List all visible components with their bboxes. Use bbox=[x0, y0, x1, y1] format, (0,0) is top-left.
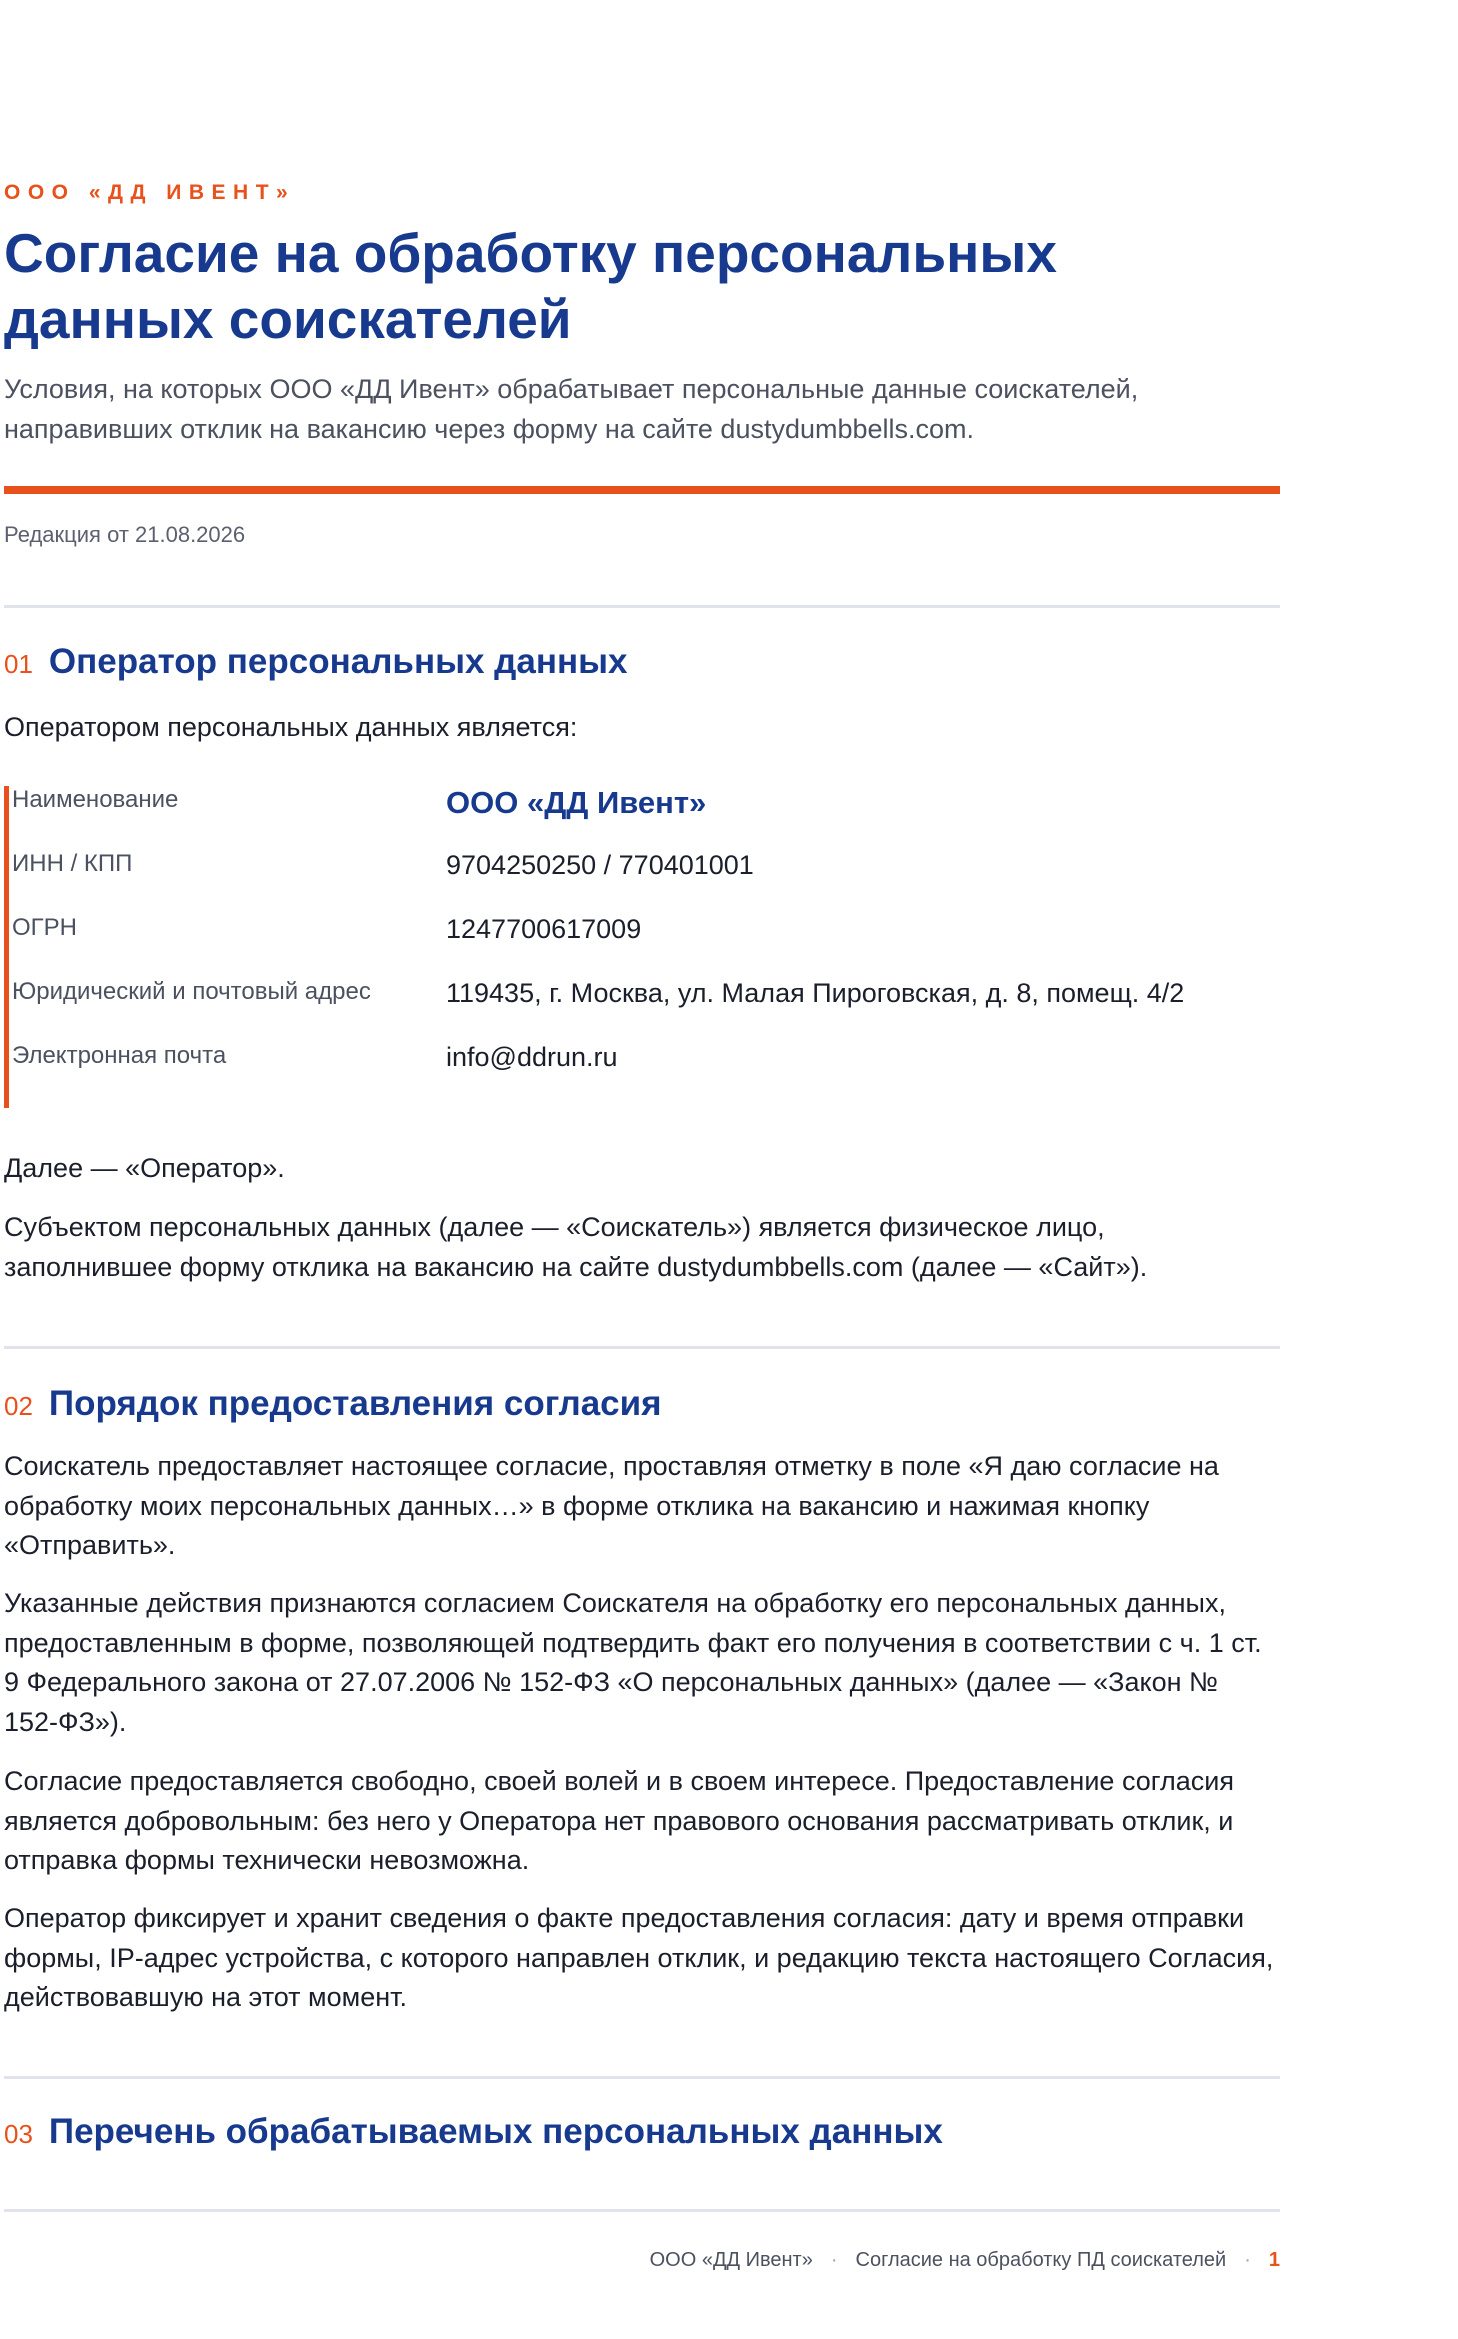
section-01-intro: Оператором персональных данных является: bbox=[4, 712, 578, 742]
paragraph: Согласие предоставляется свободно, своей волей и в своем интересе. Предоставление согласия является добровольным: без него у Оператора нет правового основания рассматривать отклик, и отправка формы технически невозможна. bbox=[4, 1766, 1234, 1875]
row-value: 9704250250 / 770401001 bbox=[446, 850, 754, 880]
footer-separator: · bbox=[1244, 2249, 1251, 2271]
paragraph: Оператор фиксирует и хранит сведения о факте предоставления согласия: дату и время отправки формы, IP-адрес устройства, с которого направлен отклик, и редакцию текста настоящего Согласия, действовавшую на этот момент. bbox=[4, 1903, 1274, 2012]
paragraph: Соискатель предоставляет настоящее согласие, проставляя отметку в поле «Я даю согласие на обработку моих персональных данных…» в форме отклика на вакансию и нажимая кнопку «Отправить». bbox=[4, 1451, 1219, 1560]
section-number: 02 bbox=[4, 1391, 33, 1421]
section-03-heading bbox=[4, 2112, 943, 2152]
row-value: 119435, г. Москва, ул. Малая Пироговская, д. 8, помещ. 4/2 bbox=[446, 978, 1185, 1008]
company-kicker: ООО «ДД ИВЕНТ» bbox=[4, 181, 296, 204]
row-label: Наименование bbox=[12, 786, 179, 813]
row-value: ООО «ДД Ивент» bbox=[446, 785, 707, 820]
paragraph: Указанные действия признаются согласием Соискателя на обработку его персональных данных, предоставленным в форме, позволяющей подтвердить факт его получения в соответствии с ч. 1 ст. 9 Федерального закона от 27.07.2006 № 152-ФЗ «О персональных данных» (далее — «Закон № 152-ФЗ»). bbox=[4, 1588, 1262, 1737]
section-number: 03 bbox=[4, 2119, 33, 2149]
row-label: Электронная почта bbox=[12, 1042, 227, 1069]
section-number: 01 bbox=[4, 649, 33, 679]
section-02-heading bbox=[4, 1384, 662, 1424]
page-footer bbox=[650, 2249, 1280, 2272]
row-label: Юридический и почтовый адрес bbox=[12, 978, 371, 1005]
row-label: ОГРН bbox=[12, 914, 78, 941]
section-divider bbox=[4, 605, 1280, 608]
edition-date: Редакция от 21.08.2026 bbox=[4, 522, 246, 547]
document-title: Согласие на обработку персональных данных соискателей bbox=[4, 222, 1057, 350]
accent-rule bbox=[4, 486, 1280, 494]
row-label: ИНН / КПП bbox=[12, 850, 133, 877]
section-divider bbox=[4, 2076, 1280, 2079]
section-01-heading bbox=[4, 642, 627, 682]
section-title: Порядок предоставления согласия bbox=[48, 1384, 662, 1423]
page-number: 1 bbox=[1268, 2249, 1280, 2271]
footer-org: ООО «ДД Ивент» bbox=[649, 2249, 813, 2271]
paragraph: Субъектом персональных данных (далее — «Соискатель») является физическое лицо, заполнившее форму отклика на вакансию на сайте dustydumbbells.com (далее — «Сайт»). bbox=[4, 1212, 1148, 1282]
operator-details-table bbox=[4, 786, 1280, 1108]
footer-divider bbox=[4, 2209, 1280, 2212]
section-divider bbox=[4, 1346, 1280, 1349]
row-value: info@ddrun.ru bbox=[446, 1042, 618, 1072]
section-title: Оператор персональных данных bbox=[48, 642, 628, 681]
paragraph: Далее — «Оператор». bbox=[4, 1153, 285, 1183]
section-title: Перечень обрабатываемых персональных данных bbox=[48, 2112, 943, 2151]
footer-separator: · bbox=[830, 2249, 838, 2271]
document-subtitle: Условия, на которых ООО «ДД Ивент» обрабатывает персональные данные соискателей, направивших отклик на вакансию через форму на сайте dustydumbbells.com. bbox=[4, 374, 1139, 444]
footer-doc-title: Согласие на обработку ПД соискателей bbox=[855, 2249, 1227, 2271]
row-value: 1247700617009 bbox=[446, 914, 642, 944]
